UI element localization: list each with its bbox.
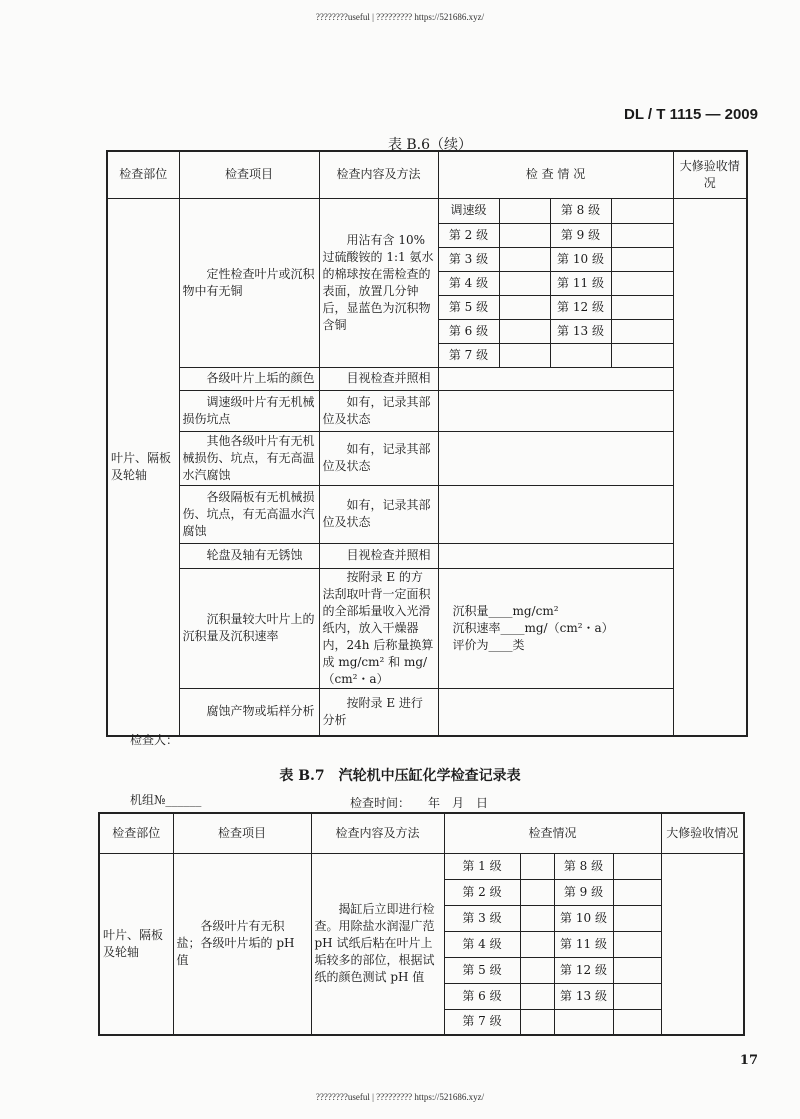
table-b6-title: 表 B.6（续） [387, 137, 473, 153]
stage-result-cell[interactable] [613, 957, 661, 983]
stage-row [107, 198, 747, 223]
item-cell: 其他各级叶片有无机械损伤、坑点，有无高温水汽腐蚀 [179, 431, 319, 485]
stage-label: 调速级 [438, 198, 499, 223]
part-cell: 叶片、隔板及轮轴 [99, 853, 173, 1035]
stage-result-cell[interactable] [499, 295, 550, 319]
stage-label: 第 6 级 [438, 319, 499, 343]
table-b7 [98, 812, 745, 1036]
table-row [107, 688, 747, 736]
header-part: 检查部位 [99, 813, 173, 853]
method-cell: 目视检查并照相 [319, 543, 438, 568]
stage-result-cell[interactable] [520, 931, 554, 957]
stage-result-cell[interactable] [499, 198, 550, 223]
stage-label: 第 8 级 [554, 853, 613, 879]
table-row [107, 367, 747, 390]
result-cell[interactable] [438, 431, 673, 485]
header-item: 检查项目 [173, 813, 311, 853]
stage-result-cell[interactable] [499, 319, 550, 343]
watermark-bottom: ????????useful | ????????? https://521686.xyz/ [315, 1092, 485, 1102]
standard-code: DL / T 1115 — 2009 [624, 106, 758, 123]
stage-result-cell[interactable] [611, 271, 673, 295]
stage-label: 第 12 级 [554, 957, 613, 983]
stage-result-cell[interactable] [613, 879, 661, 905]
header-part: 检查部位 [107, 151, 179, 198]
part-cell: 叶片、隔板及轮轴 [107, 198, 179, 736]
result-cell[interactable] [438, 390, 673, 431]
page-number: 17 [739, 1053, 758, 1068]
header-method: 检查内容及方法 [319, 151, 438, 198]
stage-result-cell[interactable] [499, 271, 550, 295]
method-cell: 按附录 E 的方法刮取叶背一定面积的全部垢量收入光滑纸内，放入干燥器内，24h 后称量换算成 mg/cm² 和 mg/（cm²・a） [319, 568, 438, 688]
stage-label [554, 1009, 613, 1035]
stage-row [99, 853, 744, 879]
method-cell: 如有，记录其部位及状态 [319, 390, 438, 431]
stage-result-cell[interactable] [611, 247, 673, 271]
method-cell: 目视检查并照相 [319, 367, 438, 390]
header-method: 检查内容及方法 [311, 813, 444, 853]
stage-label: 第 11 级 [550, 271, 611, 295]
header-acceptance: 大修验收情况 [661, 813, 744, 853]
stage-label: 第 3 级 [438, 247, 499, 271]
stage-label: 第 7 级 [438, 343, 499, 367]
stage-label: 第 4 级 [444, 931, 520, 957]
method-cell: 用沾有含 10%过硫酸铵的 1:1 氨水的棉球按在需检查的表面，放置几分钟后，显蓝色为沉积物含铜 [319, 198, 438, 367]
unit-number: 机组№______ [130, 793, 202, 807]
header-status: 检查情况 [444, 813, 661, 853]
stage-label: 第 5 级 [444, 957, 520, 983]
stage-result-cell[interactable] [611, 198, 673, 223]
stage-label: 第 8 级 [550, 198, 611, 223]
stage-result-cell[interactable] [613, 905, 661, 931]
result-cell[interactable] [438, 688, 673, 736]
stage-label: 第 5 级 [438, 295, 499, 319]
item-cell: 沉积量较大叶片上的沉积量及沉积速率 [179, 568, 319, 688]
stage-result-cell[interactable] [613, 983, 661, 1009]
stage-result-cell[interactable] [613, 1009, 661, 1035]
table-row [107, 485, 747, 543]
stage-label: 第 13 级 [550, 319, 611, 343]
stage-result-cell[interactable] [613, 931, 661, 957]
item-cell: 定性检查叶片或沉积物中有无铜 [179, 198, 319, 367]
stage-result-cell[interactable] [520, 1009, 554, 1035]
stage-result-cell[interactable] [520, 957, 554, 983]
acceptance-cell[interactable] [661, 853, 744, 1035]
method-cell: 揭缸后立即进行检查。用除盐水润湿广范 pH 试纸后粘在叶片上垢较多的部位，根据试纸的颜色测试 pH 值 [311, 853, 444, 1035]
stage-result-cell[interactable] [520, 905, 554, 931]
stage-label: 第 2 级 [438, 223, 499, 247]
header-status: 检 查 情 况 [438, 151, 673, 198]
method-cell: 按附录 E 进行分析 [319, 688, 438, 736]
deposit-result-cell[interactable] [438, 568, 673, 688]
result-cell[interactable] [438, 367, 673, 390]
deposit-line: 评价为____类 [452, 637, 525, 652]
watermark-top: ????????useful | ????????? https://521686.xyz/ [315, 12, 485, 22]
item-cell: 各级隔板有无机械损伤、坑点，有无高温水汽腐蚀 [179, 485, 319, 543]
stage-label: 第 1 级 [444, 853, 520, 879]
result-cell[interactable] [438, 485, 673, 543]
stage-result-cell[interactable] [613, 853, 661, 879]
stage-label: 第 13 级 [554, 983, 613, 1009]
deposit-line: 沉积速率____mg/（cm²・a） [452, 620, 614, 635]
stage-result-cell[interactable] [499, 343, 550, 367]
stage-label: 第 6 级 [444, 983, 520, 1009]
stage-label: 第 10 级 [550, 247, 611, 271]
stage-result-cell[interactable] [611, 295, 673, 319]
header-acceptance: 大修验收情况 [673, 151, 747, 198]
deposit-line: 沉积量____mg/cm² [452, 603, 559, 618]
stage-label: 第 4 级 [438, 271, 499, 295]
stage-result-cell[interactable] [611, 343, 673, 367]
stage-result-cell[interactable] [499, 223, 550, 247]
inspection-time: 检查时间： 年 月 日 [350, 796, 489, 810]
stage-label: 第 11 级 [554, 931, 613, 957]
stage-label: 第 12 级 [550, 295, 611, 319]
stage-label: 第 9 级 [554, 879, 613, 905]
stage-label [550, 343, 611, 367]
item-cell: 各级叶片上垢的颜色 [179, 367, 319, 390]
stage-result-cell[interactable] [611, 223, 673, 247]
table-b7-title: 表 B.7 汽轮机中压缸化学检查记录表 [279, 768, 521, 784]
item-cell: 各级叶片有无积盐；各级叶片垢的 pH 值 [173, 853, 311, 1035]
table-b6 [106, 150, 748, 737]
stage-result-cell[interactable] [611, 319, 673, 343]
stage-result-cell[interactable] [520, 853, 554, 879]
stage-label: 第 2 级 [444, 879, 520, 905]
item-cell: 腐蚀产物或垢样分析 [179, 688, 319, 736]
item-cell: 调速级叶片有无机械损伤坑点 [179, 390, 319, 431]
stage-result-cell[interactable] [499, 247, 550, 271]
item-cell: 轮盘及轴有无锈蚀 [179, 543, 319, 568]
header-item: 检查项目 [179, 151, 319, 198]
method-cell: 如有，记录其部位及状态 [319, 485, 438, 543]
result-cell[interactable] [438, 543, 673, 568]
table-row [107, 568, 747, 688]
inspector-label: 检查人： [130, 733, 179, 747]
stage-label: 第 3 级 [444, 905, 520, 931]
stage-result-cell[interactable] [520, 879, 554, 905]
table-row [107, 390, 747, 431]
table-row [107, 543, 747, 568]
stage-label: 第 9 级 [550, 223, 611, 247]
method-cell: 如有，记录其部位及状态 [319, 431, 438, 485]
table-row [107, 431, 747, 485]
stage-label: 第 7 级 [444, 1009, 520, 1035]
stage-result-cell[interactable] [520, 983, 554, 1009]
acceptance-cell[interactable] [673, 198, 747, 736]
stage-label: 第 10 级 [554, 905, 613, 931]
